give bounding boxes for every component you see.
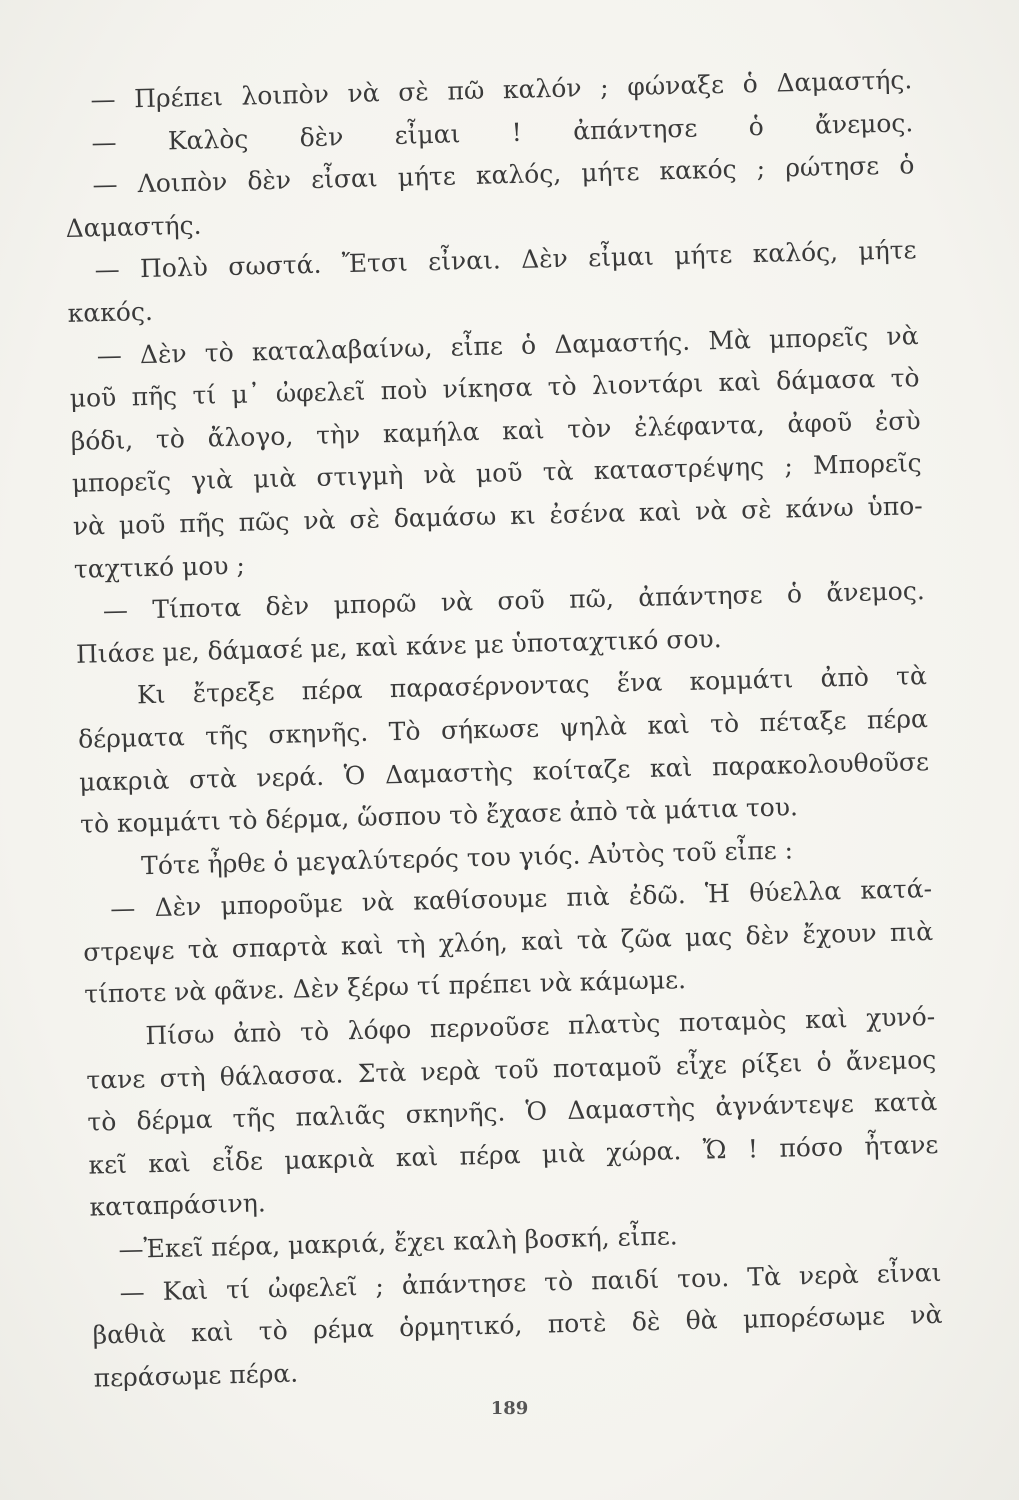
text-line: τίποτε νὰ φᾶνε. Δὲν ξέρω τί πρέπει νὰ κάμωμε.	[84, 965, 687, 1010]
text-line: τανε στὴ θάλασσα. Στὰ νερὰ τοῦ ποταμοῦ εἶχε ρίξει ὁ ἄνεμος	[86, 1044, 937, 1095]
text-line: Τότε ἦρθε ὁ μεγαλύτερός του γιός. Αὐτὸς τοῦ εἶπε :	[140, 835, 794, 880]
text-line: ταχτικό μου ;	[73, 550, 246, 584]
text-line: βόδι, τὸ ἄλογο, τὴν καμήλα καὶ τὸν ἐλέφαντα, ἀφοῦ ἐσὺ	[70, 405, 921, 456]
text-line: δέρματα τῆς σκηνῆς. Τὸ σήκωσε ψηλὰ καὶ τὸ πέταξε πέρα	[77, 703, 929, 754]
text-line: καταπράσινη.	[89, 1188, 267, 1223]
text-line: — Καὶ τί ὠφελεῖ ; ἀπάντησε τὸ παιδί του. Τὰ νερὰ εἶναι	[119, 1257, 942, 1307]
text-line: περάσωμε πέρα.	[93, 1358, 299, 1393]
text-line: — Πρέπει λοιπὸν νὰ σὲ πῶ καλόν ; φώναξε ὁ Δαμαστής.	[90, 65, 913, 115]
page-number: 189	[490, 1398, 529, 1419]
text-line: Δαμαστής.	[65, 210, 202, 243]
text-line: Κι ἔτρεξε πέρα παρασέρνοντας ἕνα κομμάτι ἀπὸ τὰ	[136, 661, 928, 710]
body-text	[62, 59, 944, 1400]
text-line: μακριὰ στὰ νερά. Ὁ Δαμαστὴς κοίταζε καὶ παρακολουθοῦσε	[78, 746, 930, 797]
text-line: — Τίποτα δὲν μπορῶ νὰ σοῦ πῶ, ἀπάντησε ὁ ἄνεμος.	[102, 576, 926, 626]
text-line: Πιάσε με, δάμασέ με, καὶ κάνε με ὑποταχτικό σου.	[75, 623, 722, 669]
text-line: βαθιὰ καὶ τὸ ρέμα ὁρμητικό, ποτὲ δὲ θὰ μπορέσωμε νὰ	[92, 1300, 943, 1350]
text-line: τὸ κομμάτι τὸ δέρμα, ὥσπου τὸ ἔχασε ἀπὸ τὰ μάτια του.	[79, 792, 799, 839]
text-line: τὸ δέρμα τῆς παλιᾶς σκηνῆς. Ὁ Δαμαστὴς ἀγνάντεψε κατὰ	[87, 1087, 938, 1137]
text-line: κακός.	[67, 296, 154, 328]
text-line: στρεψε τὰ σπαρτὰ καὶ τὴ χλόη, καὶ τὰ ζῶα μας δὲν ἔχουν πιὰ	[82, 916, 934, 967]
text-line: — Καλὸς δὲν εἶμαι ! ἀπάντησε ὁ ἄνεμος.	[91, 107, 914, 157]
text-line: μοῦ πῆς τί μ᾽ ὠφελεῖ ποὺ νίκησα τὸ λιοντάρι καὶ δάμασα τὸ	[69, 363, 920, 414]
text-line: μπορεῖς γιὰ μιὰ στιγμὴ νὰ μοῦ τὰ καταστρέψης ; Μπορεῖς	[71, 448, 922, 499]
text-line: — Πολὺ σωστά. Ἔτσι εἶναι. Δὲν εἶμαι μήτε καλός, μήτε	[94, 235, 917, 285]
text-line: — Δὲν μποροῦμε νὰ καθίσουμε πιὰ ἐδῶ. Ἡ θύελλα κατά-	[109, 874, 933, 924]
text-line: Πίσω ἀπὸ τὸ λόφο περνοῦσε πλατὺς ποταμὸς καὶ χυνό-	[145, 1002, 936, 1051]
text-line: — Δὲν τὸ καταλαβαίνω, εἶπε ὁ Δαμαστής. Μὰ μπορεῖς νὰ	[96, 320, 919, 370]
text-line: νὰ μοῦ πῆς πῶς νὰ σὲ δαμάσω κι ἐσένα καὶ νὰ σὲ κάνω ὑπο-	[72, 491, 924, 541]
text-line: κεῖ καὶ εἶδε μακριὰ καὶ πέρα μιὰ χώρα. Ὤ ! πόσο ἦτανε	[88, 1129, 939, 1180]
text-line: — Λοιπὸν δὲν εἶσαι μήτε καλός, μήτε κακός ; ρώτησε ὁ	[92, 150, 915, 200]
text-line: —Ἐκεῖ πέρα, μακριά, ἔχει καλὴ βοσκή, εἶπε.	[118, 1221, 679, 1264]
